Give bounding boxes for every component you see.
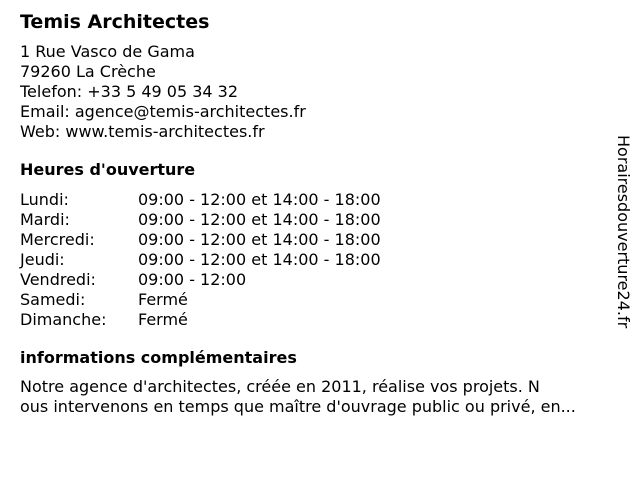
day-label: Jeudi: xyxy=(20,250,65,269)
day-label: Mercredi: xyxy=(20,230,95,249)
day-label: Vendredi: xyxy=(20,270,96,289)
contact-block xyxy=(20,42,610,142)
description-line: Notre agence d'architectes, créée en 2011, réalise vos projets. N xyxy=(20,377,540,396)
day-hours: 09:00 - 12:00 et 14:00 - 18:00 xyxy=(138,210,381,229)
hours-row-mercredi xyxy=(20,230,610,250)
hours-table xyxy=(20,190,610,330)
website: Web: www.temis-architectes.fr xyxy=(20,122,265,141)
address-street: 1 Rue Vasco de Gama xyxy=(20,42,195,61)
day-label: Samedi: xyxy=(20,290,86,309)
email-address: Email: agence@temis-architectes.fr xyxy=(20,102,306,121)
description xyxy=(20,377,630,417)
hours-row-dimanche xyxy=(20,310,610,330)
site-watermark: Horairesdouverture24.fr xyxy=(614,135,633,329)
address-city: 79260 La Crèche xyxy=(20,62,156,81)
hours-heading: Heures d'ouverture xyxy=(20,160,196,179)
description-line: ous intervenons en temps que maître d'ouvrage public ou privé, en... xyxy=(20,397,576,416)
phone-number: Telefon: +33 5 49 05 34 32 xyxy=(20,82,239,101)
hours-row-mardi xyxy=(20,210,610,230)
hours-row-jeudi xyxy=(20,250,610,270)
day-hours: 09:00 - 12:00 xyxy=(138,270,247,289)
day-label: Mardi: xyxy=(20,210,70,229)
day-hours: 09:00 - 12:00 et 14:00 - 18:00 xyxy=(138,190,381,209)
info-heading: informations complémentaires xyxy=(20,348,297,367)
day-label: Lundi: xyxy=(20,190,69,209)
hours-row-vendredi xyxy=(20,270,610,290)
day-label: Dimanche: xyxy=(20,310,107,329)
business-card xyxy=(20,10,610,417)
business-name: Temis Architectes xyxy=(20,11,210,33)
day-hours: 09:00 - 12:00 et 14:00 - 18:00 xyxy=(138,250,381,269)
hours-row-lundi xyxy=(20,190,610,210)
day-hours: 09:00 - 12:00 et 14:00 - 18:00 xyxy=(138,230,381,249)
hours-row-samedi xyxy=(20,290,610,310)
day-hours: Fermé xyxy=(138,290,188,309)
day-hours: Fermé xyxy=(138,310,188,329)
